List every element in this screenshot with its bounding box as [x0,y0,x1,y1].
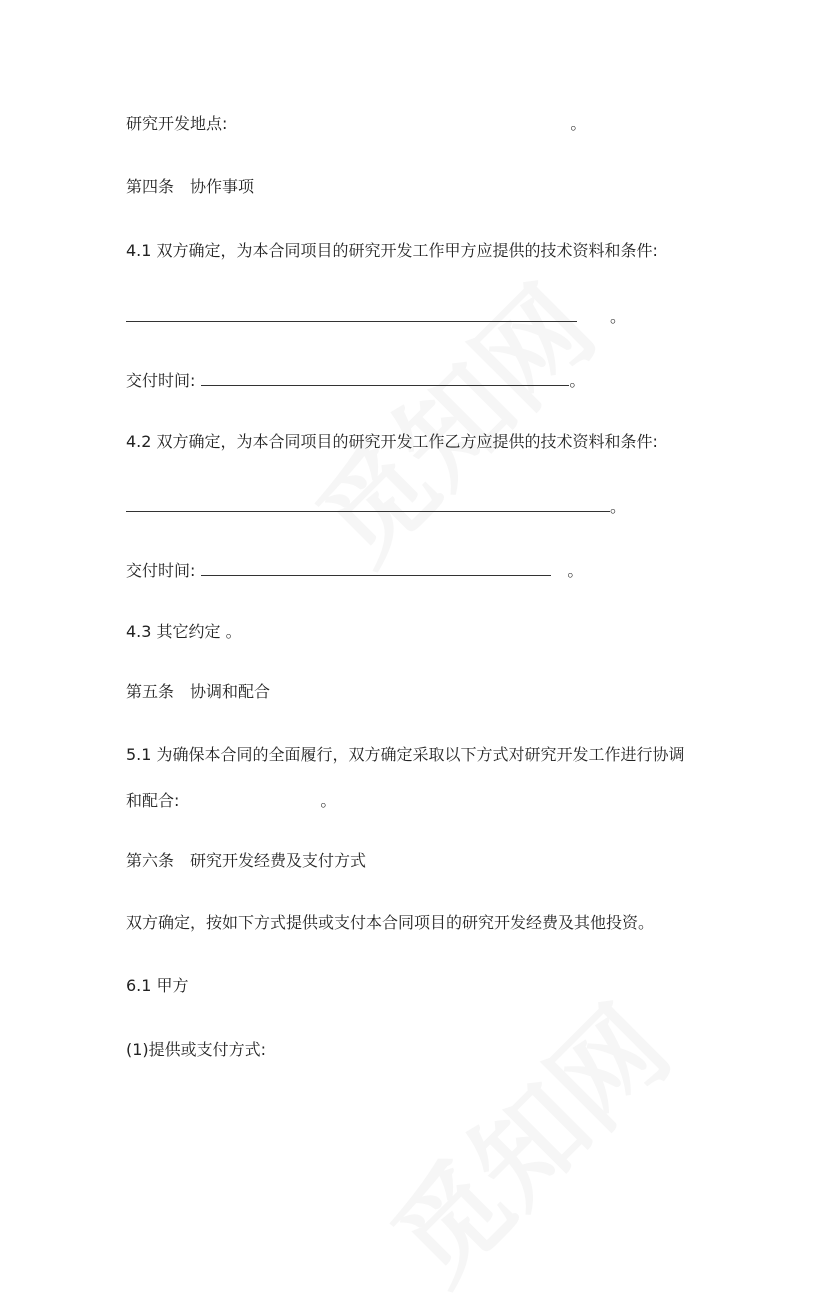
period: 。 [569,371,586,390]
clause-6-1-1: (1)提供或支付方式: [126,1040,267,1059]
delivery-time-blank[interactable] [201,369,569,386]
research-location-label: 研究开发地点: [126,114,228,133]
fill-in-blank[interactable] [126,305,577,322]
clause-4-1-delivery-time [126,369,585,391]
delivery-time-label: 交付时间: [126,561,196,580]
clause-4-1: 4.1 双方确定，为本合同项目的研究开发工作甲方应提供的技术资料和条件: [126,241,658,260]
research-location-line [126,114,586,134]
clause-4-2: 4.2 双方确定，为本合同项目的研究开发工作乙方应提供的技术资料和条件: [126,432,658,451]
clause-4-2-delivery-time [126,559,583,581]
clause-4-1-blank-line [126,305,626,327]
article-5-heading: 第五条 协调和配合 [126,682,271,701]
period: 。 [567,561,584,580]
period: 。 [570,114,587,133]
clause-4-3: 4.3 其它约定 。 [126,622,242,641]
delivery-time-label: 交付时间: [126,371,196,390]
fill-in-blank[interactable] [126,495,610,512]
clause-5-1-line-1: 5.1 为确保本合同的全面履行，双方确定采取以下方式对研究开发工作进行协调 [126,745,685,764]
clause-4-2-blank-line [126,495,626,517]
clause-5-1-line-2 [126,791,336,811]
watermark [277,246,622,591]
clause-6-1: 6.1 甲方 [126,976,189,995]
watermark-bottom [352,966,697,1311]
period: 。 [610,307,627,326]
delivery-time-blank[interactable] [201,559,551,576]
coordination-label: 和配合: [126,791,180,810]
period: 。 [610,497,627,516]
article-4-heading: 第四条 协作事项 [126,177,255,196]
article-6-heading: 第六条 研究开发经费及支付方式 [126,851,367,870]
article-6-intro: 双方确定，按如下方式提供或支付本合同项目的研究开发经费及其他投资。 [126,913,655,932]
period: 。 [320,791,337,810]
